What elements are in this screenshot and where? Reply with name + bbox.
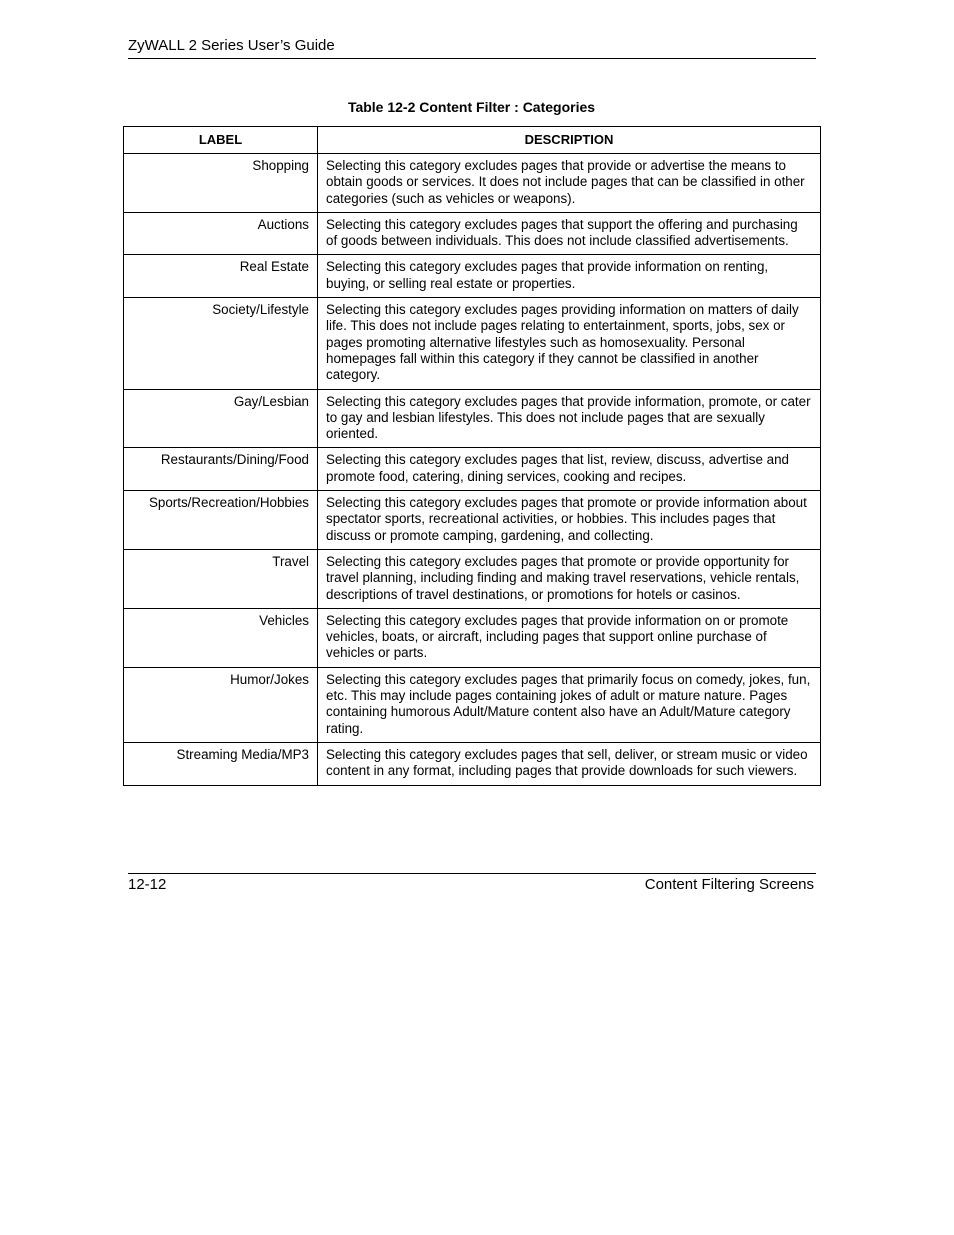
table-row — [124, 491, 821, 550]
table-row — [124, 154, 821, 213]
table-row — [124, 255, 821, 298]
category-description: Selecting this category excludes pages that promote or provide opportunity for travel planning, including finding and making travel reservations, vehicle rentals, descriptions of travel destinations, or promotions for hotels or casinos. — [318, 549, 821, 608]
category-label: Restaurants/Dining/Food — [124, 448, 318, 491]
section-title: Content Filtering Screens — [644, 876, 814, 893]
table-row — [124, 742, 821, 785]
page-number: 12-12 — [128, 876, 167, 893]
table-row — [124, 389, 821, 448]
table-caption: Table 12-2 Content Filter : Categories — [347, 99, 596, 115]
table-row — [124, 608, 821, 667]
category-label: Real Estate — [124, 255, 318, 298]
category-description: Selecting this category excludes pages that provide information, promote, or cater to gay and lesbian lifestyles. This does not include pages that are sexually oriented. — [318, 389, 821, 448]
table-row — [124, 448, 821, 491]
categories-table — [123, 126, 821, 786]
category-description: Selecting this category excludes pages that primarily focus on comedy, jokes, fun, etc. This may include pages containing jokes of adult or mature nature. Pages containing humorous Adult/Mature content also have an Adult/Mature category rating. — [318, 667, 821, 742]
label-column-header: LABEL — [124, 127, 318, 154]
category-label: Humor/Jokes — [124, 667, 318, 742]
category-label: Sports/Recreation/Hobbies — [124, 491, 318, 550]
category-label: Auctions — [124, 212, 318, 255]
category-description: Selecting this category excludes pages that sell, deliver, or stream music or video content in any format, including pages that provide downloads for such viewers. — [318, 742, 821, 785]
category-description: Selecting this category excludes pages that promote or provide information about spectator sports, recreational activities, or hobbies. This includes pages that discuss or promote camping, gardening, and collecting. — [318, 491, 821, 550]
category-description: Selecting this category excludes pages that provide or advertise the means to obtain goods or services. It does not include pages that can be classified in other categories (such as vehicles or weapons). — [318, 154, 821, 213]
category-description: Selecting this category excludes pages that support the offering and purchasing of goods between individuals. This does not include classified advertisements. — [318, 212, 821, 255]
table-row — [124, 667, 821, 742]
category-description: Selecting this category excludes pages providing information on matters of daily life. This does not include pages relating to entertainment, sports, jobs, sex or pages promoting alternative lifestyles such as homosexuality. Personal homepages fall within this category if they cannot be classified in another category. — [318, 298, 821, 389]
category-description: Selecting this category excludes pages that provide information on or promote vehicles, boats, or aircraft, including pages that support online purchase of vehicles or parts. — [318, 608, 821, 667]
description-column-header: DESCRIPTION — [318, 127, 821, 154]
table-row — [124, 549, 821, 608]
document-title: ZyWALL 2 Series User’s Guide — [128, 37, 335, 54]
category-label: Shopping — [124, 154, 318, 213]
table-header-row — [124, 127, 821, 154]
table-row — [124, 298, 821, 389]
page-header — [128, 37, 816, 59]
category-label: Streaming Media/MP3 — [124, 742, 318, 785]
category-description: Selecting this category excludes pages that provide information on renting, buying, or selling real estate or properties. — [318, 255, 821, 298]
table-row — [124, 212, 821, 255]
category-label: Gay/Lesbian — [124, 389, 318, 448]
category-description: Selecting this category excludes pages that list, review, discuss, advertise and promote food, catering, dining services, cooking and recipes. — [318, 448, 821, 491]
category-label: Society/Lifestyle — [124, 298, 318, 389]
category-label: Vehicles — [124, 608, 318, 667]
page-footer — [128, 873, 816, 894]
category-label: Travel — [124, 549, 318, 608]
